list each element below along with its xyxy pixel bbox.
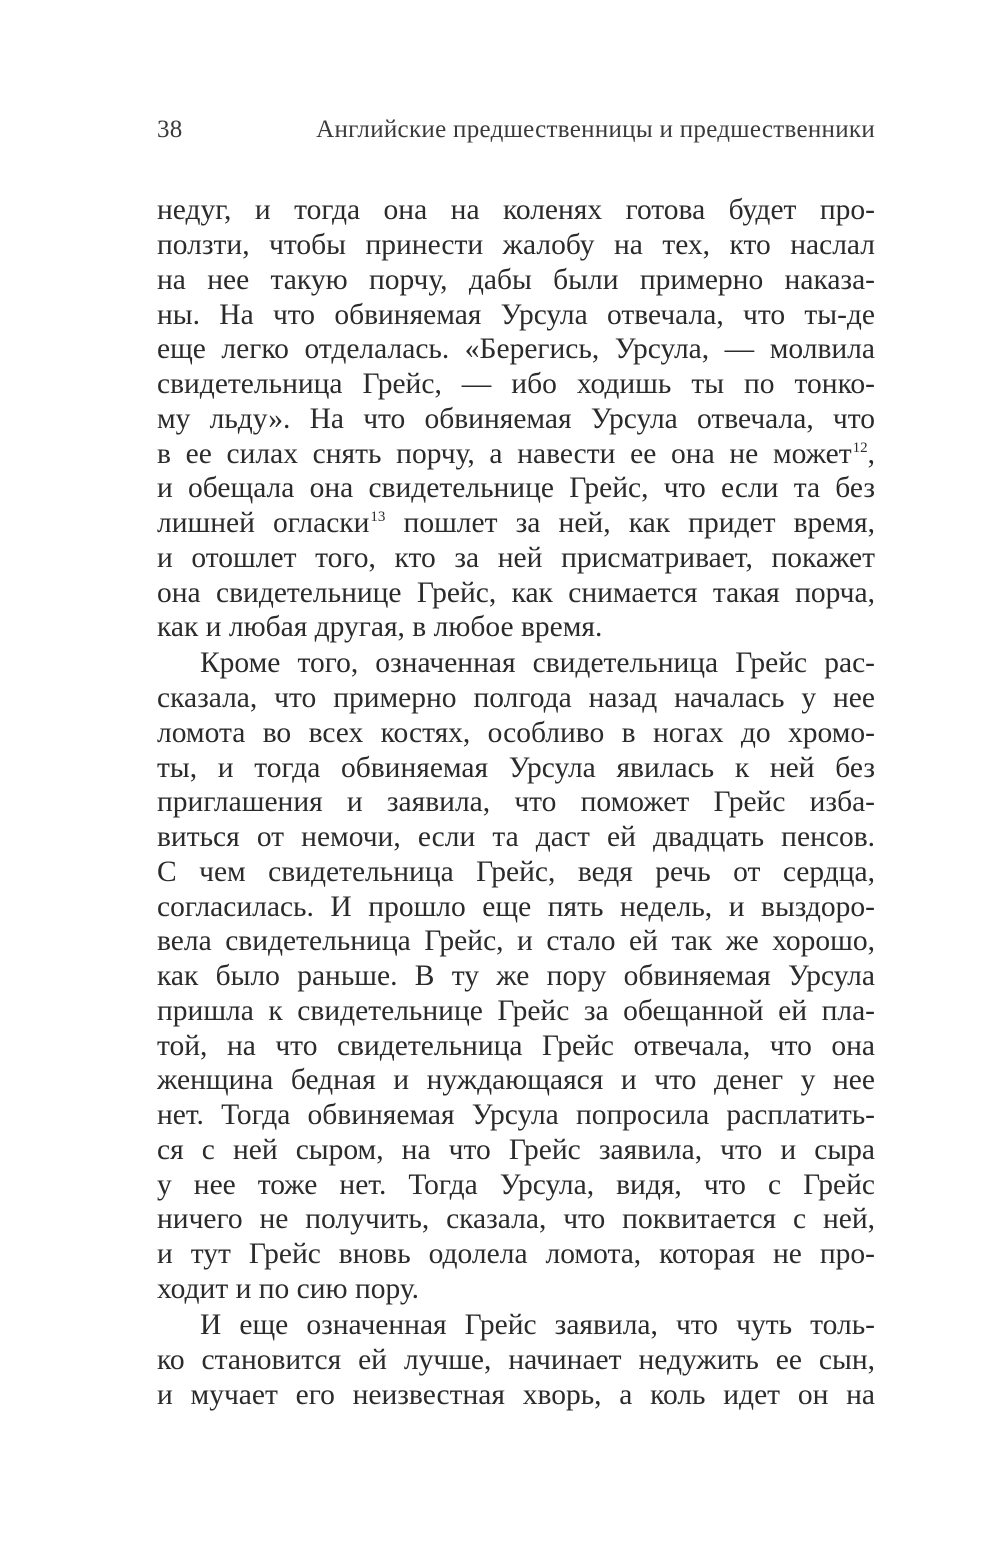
text-line: свидетельница Грейс, — ибо ходишь ты по тонко-: [157, 368, 875, 400]
text-line: она свидетельнице Грейс, как снимается такая порча,: [157, 577, 875, 609]
text-line: С чем свидетельница Грейс, ведя речь от сердца,: [157, 856, 875, 888]
text-line: пришла к свидетельнице Грейс за обещанной ей пла-: [157, 995, 875, 1027]
text-line: и мучает его неизвестная хворь, а коль идет он на: [157, 1379, 875, 1411]
text-line: ты, и тогда обвиняемая Урсула явилась к ней без: [157, 752, 875, 784]
text-line: в ее силах снять порчу, а навести ее она не может$^{12}$,: [157, 438, 875, 470]
text-line: вела свидетельница Грейс, и стало ей так же хорошо,: [157, 925, 875, 957]
text-line: согласилась. И прошло еще пять недель, и выздоро-: [157, 891, 875, 923]
text-line: как было раньше. В ту же пору обвиняемая Урсула: [157, 960, 875, 992]
text-line: ходит и по сию пору.: [157, 1273, 420, 1305]
text-line: ны. На что обвиняемая Урсула отвечала, что ты-де: [157, 299, 875, 331]
text-line: Кроме того, означенная свидетельница Грейс рас-: [200, 647, 875, 679]
text-line: и тут Грейс вновь одолела ломота, которая не про-: [157, 1238, 875, 1270]
text-line: И еще означенная Грейс заявила, что чуть толь-: [200, 1309, 875, 1341]
text-line: еще легко отделалась. «Берегись, Урсула, — молвила: [157, 333, 875, 365]
text-line: женщина бедная и нуждающаяся и что денег у нее: [157, 1064, 875, 1096]
text-line: му льду». На что обвиняемая Урсула отвечала, что: [157, 403, 875, 435]
text-line: нет. Тогда обвиняемая Урсула попросила расплатить-: [157, 1099, 875, 1131]
text-line: приглашения и заявила, что поможет Грейс изба-: [157, 786, 875, 818]
footnote-ref: 13: [370, 509, 386, 525]
footnote-ref: 12: [852, 440, 868, 456]
text-line: на нее такую порчу, дабы были примерно наказа-: [157, 264, 875, 296]
text-line: недуг, и тогда она на коленях готова будет про-: [157, 194, 875, 226]
text-line: виться от немочи, если та даст ей двадцать пенсов.: [157, 821, 875, 853]
text-line: ся с ней сыром, на что Грейс заявила, что и сыра: [157, 1134, 875, 1166]
text-line: ко становится ей лучше, начинает недужить ее сын,: [157, 1344, 875, 1376]
text-line: ничего не получить, сказала, что поквитается с ней,: [157, 1203, 875, 1235]
page-number: 38: [157, 116, 183, 143]
text-line: сказала, что примерно полгода назад началась у нее: [157, 682, 875, 714]
text-line: той, на что свидетельница Грейс отвечала, что она: [157, 1030, 875, 1062]
running-head: [157, 116, 875, 150]
text-line: ломота во всех костях, особливо в ногах до хромо-: [157, 717, 875, 749]
text-line: как и любая другая, в любое время.: [157, 611, 603, 643]
text-line: и отошлет того, кто за ней присматривает, покажет: [157, 542, 875, 574]
running-title: Английские предшественницы и предшественники: [316, 116, 875, 143]
text-line: и обещала она свидетельнице Грейс, что если та без: [157, 472, 875, 504]
text-line: ползти, чтобы принести жалобу на тех, кто наслал: [157, 229, 875, 261]
text-line: у нее тоже нет. Тогда Урсула, видя, что с Грейс: [157, 1169, 875, 1201]
text-line: лишней огласки$^{13}$ пошлет за ней, как придет время,: [157, 507, 876, 539]
